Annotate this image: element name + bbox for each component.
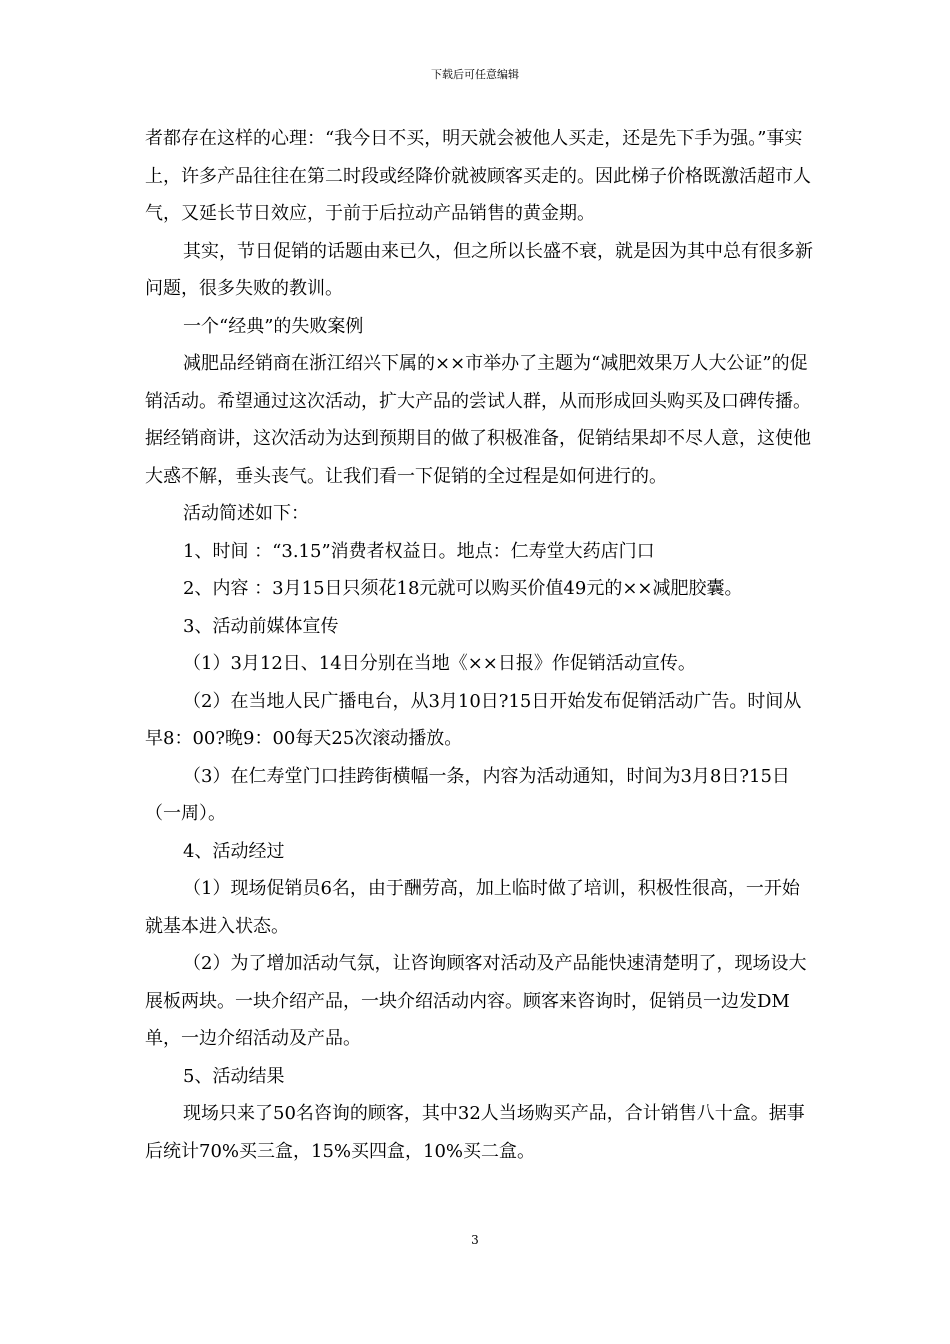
sub-list-item: （3）在仁寿堂门口挂跨街横幅一条，内容为活动通知，时间为3月8日?15日（一周）。: [145, 765, 790, 824]
paragraph: 其实，节日促销的话题由来已久，但之所以长盛不衰，就是因为其中总有很多新问题，很多失败的教训。: [145, 240, 813, 299]
sub-list-item: （2）为了增加活动气氛，让咨询顾客对活动及产品能快速清楚明了，现场设大展板两块。一块介绍产品，一块介绍活动内容。顾客来咨询时，促销员一边发DM单，一边介绍活动及产品。: [145, 953, 807, 1049]
sub-list-item: （1）现场促销员6名，由于酬劳高，加上临时做了培训，积极性很高，一开始就基本进入状态。: [145, 878, 800, 937]
list-item: 3、活动前媒体宣传: [183, 615, 339, 637]
list-item: 2、内容 ：3月15日只须花18元就可以购买价值49元的××减肥胶囊。: [183, 578, 743, 599]
sub-list-item: （1）3月12日、14日分别在当地《××日报》作促销活动宣传。: [183, 653, 696, 674]
paragraph: 活动简述如下：: [183, 503, 309, 524]
list-item: 5、活动结果: [183, 1065, 285, 1087]
document-body: [145, 120, 817, 1170]
sub-list-item: （2）在当地人民广播电台，从3月10日?15日开始发布促销活动广告。时间从早8：00?晚9：00每天25次滚动播放。: [145, 690, 802, 749]
page-header: 下载后可任意编辑: [431, 68, 519, 81]
paragraph: 减肥品经销商在浙江绍兴下属的××市举办了主题为“减肥效果万人大公证”的促销活动。希望通过这次活动，扩大产品的尝试人群，从而形成回头购买及口碑传播。据经销商讲，这次活动为达到预期目的做了积极准备，促销结果却不尽人意，这使他大惑不解，垂头丧气。让我们看一下促销的全过程是如何进行的。: [145, 353, 811, 487]
list-item: 4、活动经过: [183, 840, 285, 862]
paragraph: 现场只来了50名咨询的顾客，其中32人当场购买产品，合计销售八十盒。据事后统计70%买三盒，15%买四盒，10%买二盒。: [145, 1103, 805, 1162]
paragraph: 者都存在这样的心理：“我今日不买，明天就会被他人买走，还是先下手为强。”事实上，许多产品往往在第二时段或经降价就被顾客买走的。因此梯子价格既激活超市人气，又延长节日效应，于前于后拉动产品销售的黄金期。: [145, 128, 811, 224]
section-heading: 一个“经典”的失败案例: [183, 315, 364, 337]
list-item: 1、时间 ：“3.15”消费者权益日。地点：仁寿堂大药店门口: [183, 540, 655, 562]
page-number: 3: [471, 1233, 479, 1247]
